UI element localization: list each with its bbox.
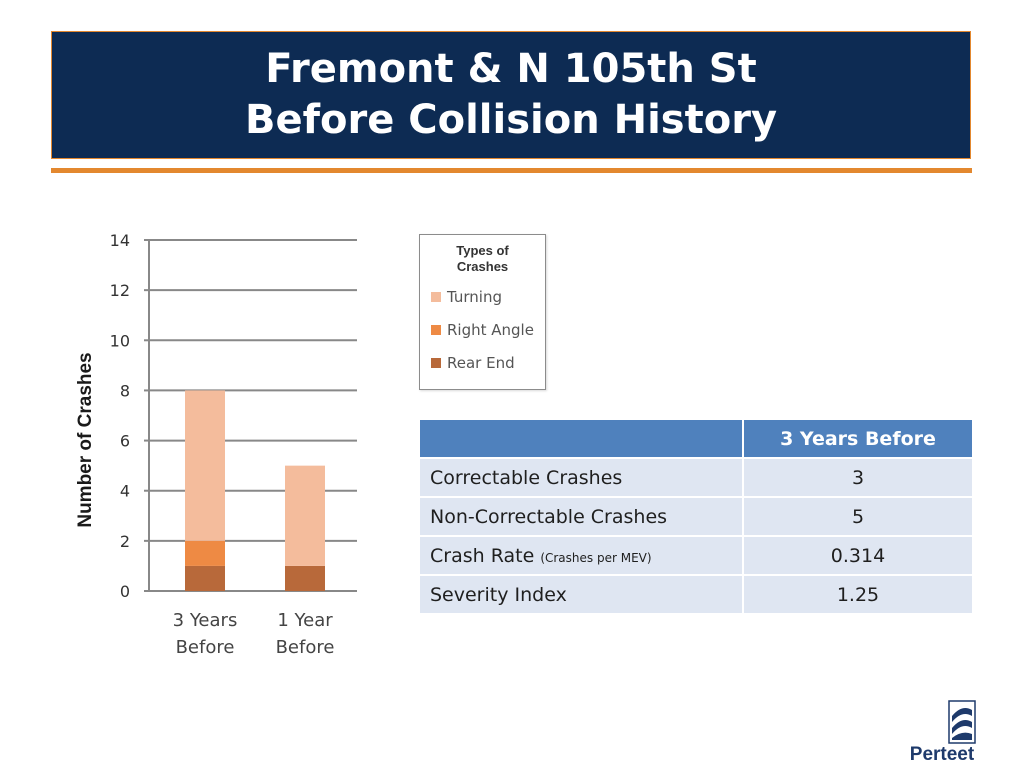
bar-segment-right-angle bbox=[185, 541, 225, 566]
row-label: Non-Correctable Crashes bbox=[419, 497, 743, 536]
chart-grid bbox=[149, 240, 357, 591]
bar-segment-rear-end bbox=[185, 566, 225, 591]
legend-swatch-turning bbox=[431, 292, 441, 302]
table-header-period: 3 Years Before bbox=[743, 419, 973, 458]
x-tick-label: Before bbox=[175, 637, 235, 658]
legend-item-rear-end bbox=[431, 354, 515, 372]
y-tick-label: 2 bbox=[119, 531, 130, 551]
legend-swatch-rear-end bbox=[431, 358, 441, 368]
chart-legend bbox=[419, 234, 546, 390]
crash-stats-table bbox=[418, 418, 974, 615]
perteet-logo bbox=[902, 700, 982, 766]
legend-item-right-angle bbox=[431, 321, 534, 339]
bar-segment-turning bbox=[285, 466, 325, 566]
row-label: Severity Index bbox=[419, 575, 743, 614]
row-value: 0.314 bbox=[743, 536, 973, 575]
page-title-line-2: Before Collision History bbox=[244, 97, 778, 143]
bar-segment-turning bbox=[185, 390, 225, 540]
row-unit: (Crashes per MEV) bbox=[540, 550, 652, 565]
table-header-blank bbox=[419, 419, 743, 458]
table-header-row bbox=[419, 419, 973, 458]
legend-label-right-angle: Right Angle bbox=[447, 321, 534, 339]
table-row bbox=[419, 458, 973, 497]
y-tick-label: 6 bbox=[119, 431, 130, 451]
table-row bbox=[419, 575, 973, 614]
legend-swatch-right-angle bbox=[431, 325, 441, 335]
y-tick-label: 12 bbox=[109, 281, 130, 301]
y-tick-label: 14 bbox=[109, 231, 130, 250]
table-row bbox=[419, 536, 973, 575]
x-tick-label: 1 Year bbox=[277, 610, 333, 631]
page-title-line-1: Fremont & N 105th St bbox=[265, 46, 757, 92]
y-tick-label: 4 bbox=[119, 481, 130, 501]
row-value: 3 bbox=[743, 458, 973, 497]
legend-title: Types of Crashes bbox=[456, 243, 509, 274]
y-tick-label: 10 bbox=[109, 331, 130, 351]
row-label: Crash Rate (Crashes per MEV) bbox=[419, 536, 743, 575]
row-label: Correctable Crashes bbox=[419, 458, 743, 497]
legend-label-rear-end: Rear End bbox=[447, 354, 515, 372]
x-tick-label: Before bbox=[275, 637, 335, 658]
y-tick-label: 8 bbox=[119, 381, 130, 401]
logo-text: Perteet bbox=[909, 744, 975, 765]
y-axis-label: Number of Crashes bbox=[75, 352, 96, 528]
legend-label-turning: Turning bbox=[447, 288, 502, 306]
x-tick-label: 3 Years bbox=[172, 610, 238, 631]
bar-segment-rear-end bbox=[285, 566, 325, 591]
row-value: 5 bbox=[743, 497, 973, 536]
legend-item-turning bbox=[431, 288, 502, 306]
perteet-logo-icon bbox=[948, 700, 976, 744]
row-value: 1.25 bbox=[743, 575, 973, 614]
table-row bbox=[419, 497, 973, 536]
y-tick-label: 0 bbox=[119, 582, 130, 601]
